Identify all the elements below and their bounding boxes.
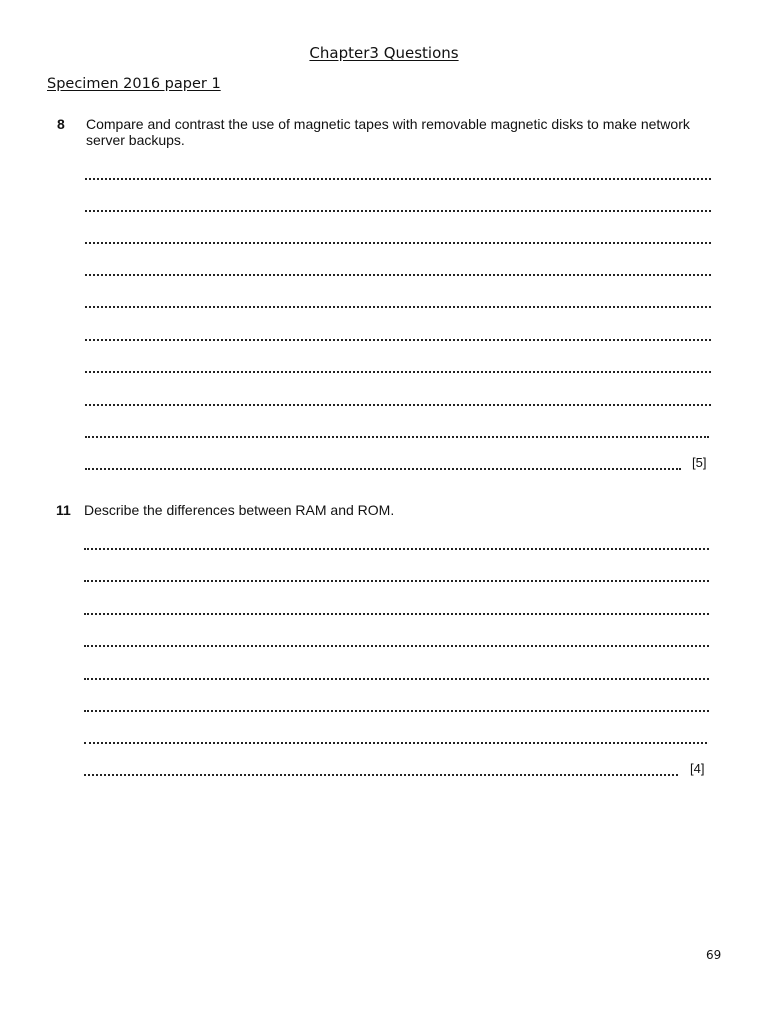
answer-line bbox=[85, 242, 711, 244]
question-number: 8 bbox=[57, 116, 65, 132]
answer-line bbox=[85, 274, 711, 276]
answer-line bbox=[84, 710, 709, 712]
answer-line bbox=[85, 371, 711, 373]
marks-label: [5] bbox=[692, 455, 707, 470]
section-heading: Specimen 2016 paper 1 bbox=[47, 76, 221, 92]
question-number: 11 bbox=[56, 502, 71, 518]
answer-line bbox=[84, 613, 709, 615]
answer-line bbox=[85, 178, 711, 180]
marks-label: [4] bbox=[690, 761, 705, 776]
answer-line bbox=[84, 645, 709, 647]
answer-line bbox=[84, 548, 709, 550]
answer-line bbox=[85, 210, 711, 212]
page-number: 69 bbox=[706, 948, 722, 962]
answer-line bbox=[85, 436, 709, 438]
answer-line bbox=[84, 774, 678, 776]
answer-line bbox=[84, 580, 709, 582]
chapter-title: Chapter3 Questions bbox=[309, 44, 459, 62]
answer-line bbox=[85, 404, 711, 406]
answer-line bbox=[85, 306, 711, 308]
answer-line bbox=[85, 339, 711, 341]
answer-line bbox=[85, 468, 681, 470]
question-text: Describe the differences between RAM and ROM. bbox=[84, 502, 395, 518]
question-text: Compare and contrast the use of magnetic tapes with removable magnetic disks to make network server backups. bbox=[86, 116, 690, 148]
answer-line bbox=[84, 742, 707, 744]
answer-line bbox=[84, 678, 709, 680]
